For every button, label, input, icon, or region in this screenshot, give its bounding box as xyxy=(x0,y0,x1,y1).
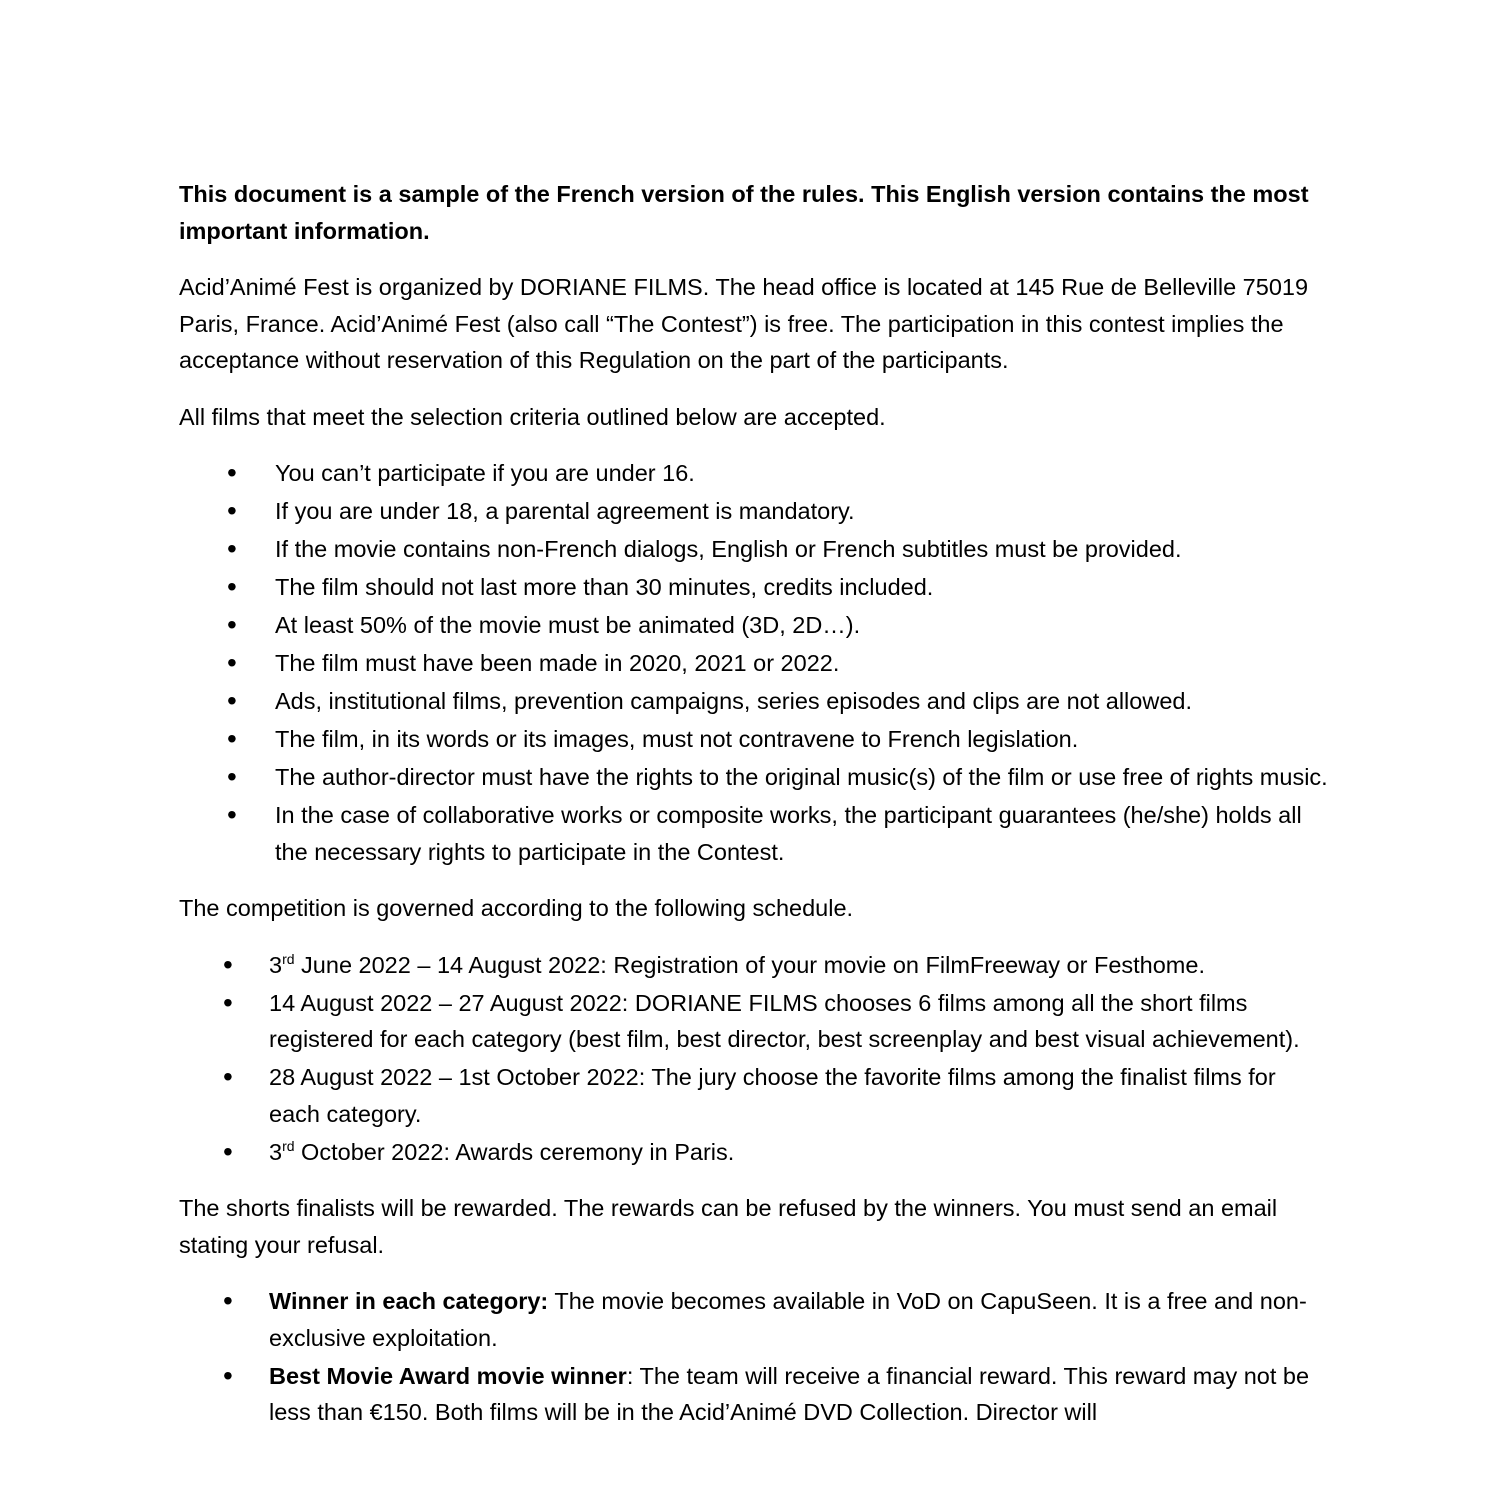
schedule-item xyxy=(179,1059,1329,1132)
schedule-text: 28 August 2022 – 1st October 2022: The jury choose the favorite films among the finalist films for each category. xyxy=(269,1064,1276,1127)
schedule-text: 14 August 2022 – 27 August 2022: DORIANE FILMS chooses 6 films among all the short films registered for each category (best film, best director, best screenplay and best visual achievement). xyxy=(269,989,1300,1052)
list-item: • The film must have been made in 2020, 2021 or 2022. xyxy=(179,645,1329,682)
rewards-intro: The shorts finalists will be rewarded. The rewards can be refused by the winners. You must send an email stating your refusal. xyxy=(179,1195,1278,1258)
organizer-paragraph: Acid’Animé Fest is organized by DORIANE FILMS. The head office is located at 145 Rue de Belleville 75019 Paris, France. Acid’Animé Fest (also call “The Contest”) is free. The participation in this contest implies the acceptance without reservation of this Regulation on the part of the participants. xyxy=(179,274,1309,373)
schedule-item xyxy=(179,985,1329,1058)
schedule-text: June 2022 – 14 August 2022: Registration of your movie on FilmFreeway or Festhome. xyxy=(294,951,1205,978)
reward-item xyxy=(179,1358,1329,1431)
criteria-intro: All films that meet the selection criteria outlined below are accepted. xyxy=(179,403,886,430)
list-item: • If you are under 18, a parental agreement is mandatory. xyxy=(179,493,1329,530)
list-item: • If the movie contains non-French dialogs, English or French subtitles must be provided. xyxy=(179,531,1329,568)
schedule-list xyxy=(179,947,1329,1171)
intro-note: This document is a sample of the French version of the rules. This English version contains the most important information. xyxy=(179,181,1309,244)
reward-label: Best Movie Award movie winner xyxy=(269,1362,627,1389)
schedule-item xyxy=(179,947,1329,984)
ordinal-number: 3 xyxy=(269,951,283,978)
schedule-intro: The competition is governed according to the following schedule. xyxy=(179,895,854,921)
rewards-list xyxy=(179,1283,1329,1431)
list-item: • You can’t participate if you are under 16. xyxy=(179,455,1329,492)
list-item: • The film should not last more than 30 minutes, credits included. xyxy=(179,569,1329,606)
document-body xyxy=(179,176,1329,1451)
ordinal-suffix: rd xyxy=(282,950,295,967)
reward-label: Winner in each category: xyxy=(269,1288,549,1314)
list-item: • In the case of collaborative works or composite works, the participant guarantees (he/she) holds all the necessary rights to participate in the Contest. xyxy=(179,797,1329,870)
list-item: • At least 50% of the movie must be animated (3D, 2D…). xyxy=(179,607,1329,644)
reward-text: : The team will receive a financial reward. This reward may not be less than €150. Both films will be in the Acid’Animé DVD Collection. Director will xyxy=(269,1362,1310,1425)
schedule-text: October 2022: Awards ceremony in Paris. xyxy=(294,1138,735,1165)
list-item: • The author-director must have the rights to the original music(s) of the film or use free of rights music. xyxy=(179,759,1329,796)
ordinal-number: 3 xyxy=(269,1138,283,1165)
list-item: • Ads, institutional films, prevention campaigns, series episodes and clips are not allowed. xyxy=(179,683,1329,720)
reward-text: The movie becomes available in VoD on CapuSeen. It is a free and non-exclusive exploitation. xyxy=(269,1288,1307,1351)
schedule-item xyxy=(179,1134,1329,1171)
criteria-list xyxy=(179,455,1329,870)
reward-item xyxy=(179,1283,1329,1356)
list-item: • The film, in its words or its images, must not contravene to French legislation. xyxy=(179,721,1329,758)
ordinal-suffix: rd xyxy=(282,1137,295,1154)
